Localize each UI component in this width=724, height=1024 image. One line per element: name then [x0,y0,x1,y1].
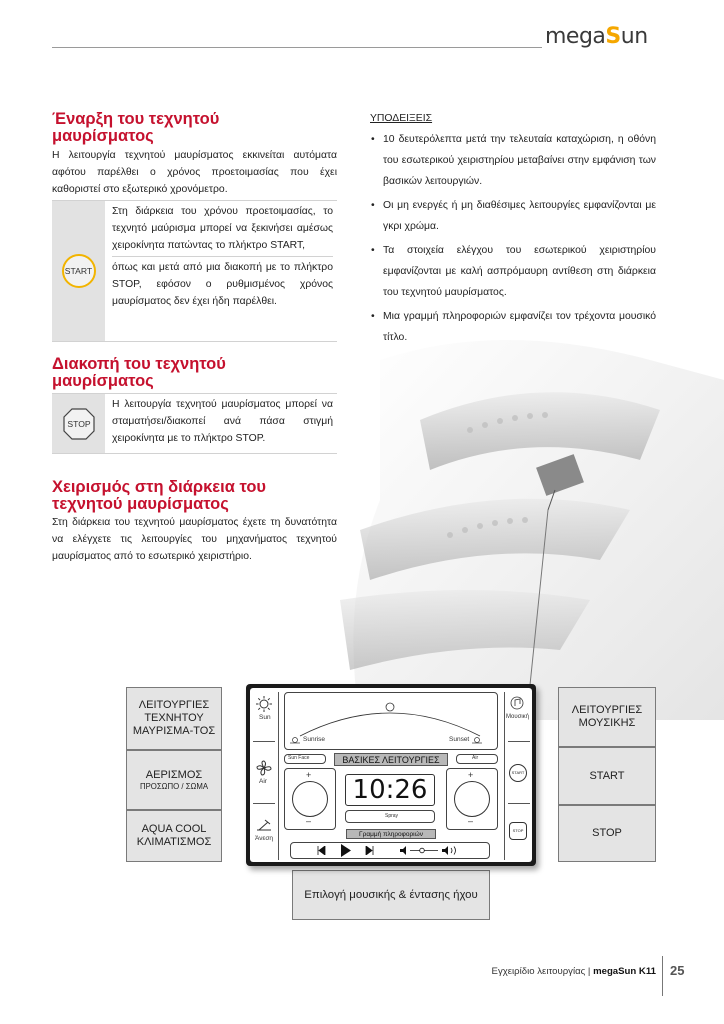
info-line: Γραμμή πληροφοριών [346,829,436,839]
sun-label: Sun [259,714,271,721]
stop-button-icon [62,407,96,441]
sunface-plus-button[interactable]: + [306,770,312,780]
control-panel-device [246,684,536,866]
hint-item: • Τα στοιχεία ελέγχου του εσωτερικού χειριστηρίου εμφανίζονται με καλή ασπρόμαυρη αντίθεση στη διάρκεια του τεχνητού μαυρίσματος. [370,240,656,303]
play-icon[interactable] [340,844,351,857]
sunrise-icon [290,734,300,744]
sunset-icon [472,734,482,744]
megasun-logo: megaSun [545,24,648,49]
sunface-label: Sun Face [288,755,310,761]
stop-button[interactable]: STOP [509,822,527,840]
recline-icon[interactable] [256,818,272,832]
volume-slider[interactable] [400,845,460,856]
hints-list [370,129,656,348]
previous-track-icon[interactable] [316,846,326,855]
hints-block [370,108,656,351]
face-tanner-icon [292,781,328,817]
label-stop: STOP [558,805,656,862]
lift-label: Άνεση [255,835,273,842]
start-intro-text: Η λειτουργία τεχνητού μαυρίσματος εκκινείται αυτόματα αφότου παρέλθει ο χρόνος προετοιμασίας που έχει καθοριστεί στο εξωτερικό χρονόμετρο. [52,150,337,195]
label-aqua-cool: AQUA COOL ΚΛΙΜΑΤΙΣΜΟΣ [126,810,222,862]
start-box-text-1: Στη διάρκεια του χρόνου προετοιμασίας, το τεχνητό μαύρισμα μπορεί να ξεκινήσει αμέσως χειροκίνητα πατώντας το πλήκτρο START, [112,206,333,251]
spray-label: Spray [385,813,399,819]
label-start: START [558,747,656,805]
svg-text:STOP: STOP [66,418,91,429]
hint-item: • Μια γραμμή πληροφοριών εμφανίζει τον τρέχοντα μουσικό τίτλο. [370,306,656,348]
sunrise-label: Sunrise [303,736,326,743]
hint-item: • 10 δευτερόλεπτα μετά την τελευταία καταχώριση, η οθόνη του εσωτερικού χειριστηρίου μεταβαίνει στην εμφάνιση των βασικών λειτουργιών. [370,129,656,192]
sunface-minus-button[interactable]: – [306,816,312,826]
hints-title: ΥΠΟΔΕΙΞΕΙΣ [370,113,433,124]
control-panel-screen [250,688,532,862]
sunset-label: Sunset [449,736,470,743]
air-plus-button[interactable]: + [468,770,474,780]
music-icon[interactable] [510,696,524,710]
start-button-icon: START [62,254,96,288]
air-label: Air [259,778,267,785]
start-info-box [52,200,337,342]
basic-functions-banner: ΒΑΣΙΚΕΣ ΛΕΙΤΟΥΡΓΙΕΣ [334,753,448,766]
operation-text: Στη διάρκεια του τεχνητού μαυρίσματος έχετε τη δυνατότητα να ελέγχετε τις λειτουργίες του μηχανήματος τεχνητού μαυρίσματος από το εσωτερικό χειριστήριο. [52,517,337,562]
sun-icon[interactable] [256,696,272,712]
next-track-icon[interactable] [365,846,375,855]
section-title-start-tanning: Έναρξη του τεχνητού μαυρίσματος [52,110,220,145]
section-title-operation: Χειρισμός στη διάρκεια του τεχνητού μαυρίσματος [52,478,267,513]
time-display: 10:26 [345,774,435,806]
hint-item: • Οι μη ενεργές ή μη διαθέσιμες λειτουργίες εμφανίζονται με γκρι χρώμα. [370,195,656,237]
stop-info-box [52,393,337,454]
footer-text: Εγχειρίδιο λειτουργίας | megaSun K11 [491,966,656,977]
fan-icon[interactable] [256,760,272,776]
music-label: Μουσική [506,714,529,720]
label-music-volume-selection: Επιλογή μουσικής & έντασης ήχου [292,870,490,920]
label-tanning-functions: ΛΕΙΤΟΥΡΓΙΕΣ ΤΕΧΝΗΤΟΥ ΜΑΥΡΙΣΜΑ-ΤΟΣ [126,687,222,750]
stop-box-text: Η λειτουργία τεχνητού μαυρίσματος μπορεί να σταματήσει/διακοπεί ανά πάσα στιγμή χειροκίνητα με το πλήκτρο STOP. [105,394,337,453]
air-small-label: Air [472,755,479,761]
footer-divider [662,956,663,996]
body-air-icon [454,781,490,817]
label-music-functions: ΛΕΙΤΟΥΡΓΙΕΣ ΜΟΥΣΙΚΗΣ [558,687,656,747]
tanning-bed-illustration [300,300,724,720]
air-minus-button[interactable]: – [468,816,474,826]
section-title-stop-tanning: Διακοπή του τεχνητού μαυρίσματος [52,355,226,390]
page-number: 25 [670,963,685,978]
start-button[interactable]: START [509,764,527,782]
start-box-text-2: όπως και μετά από μια διακοπή με το πλήκτρο STOP, εφόσον ο ρυθμισμένος χρόνος μαυρίσματος δεν έχει ήδη παρέλθει. [112,256,333,310]
header-rule [52,47,542,48]
label-air: ΑΕΡΙΣΜΟΣ ΠΡΟΣΩΠΟ / ΣΩΜΑ [126,750,222,810]
